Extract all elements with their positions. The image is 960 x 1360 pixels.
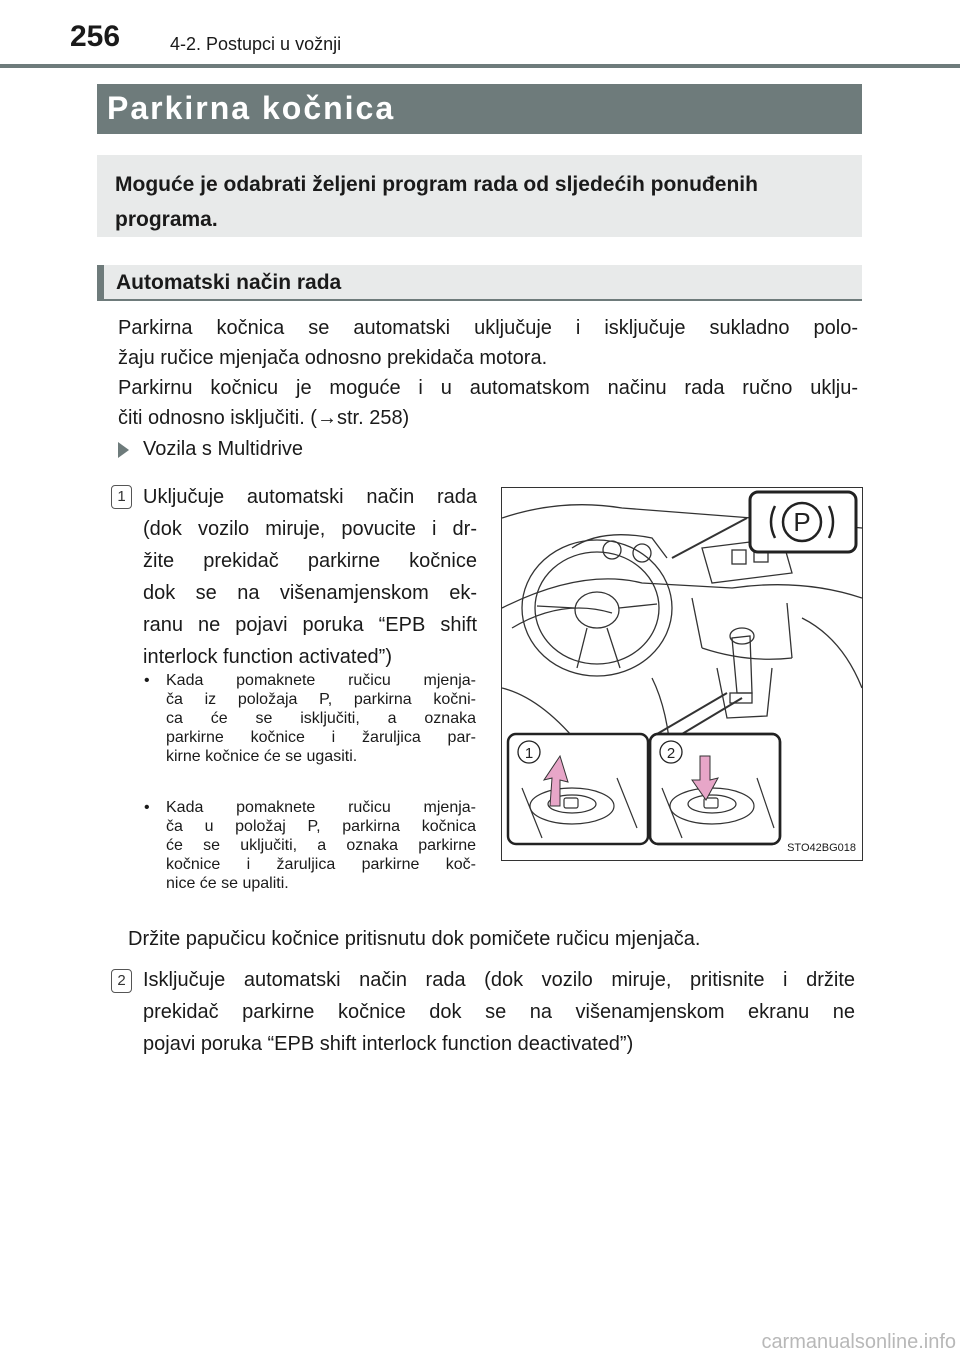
paragraph-line: čiti odnosno isključiti. (→str. 258) (118, 407, 410, 429)
bullet-dot-icon: • (144, 672, 150, 689)
vehicle-note: Vozila s Multidrive (143, 438, 304, 460)
svg-text:1: 1 (524, 745, 534, 762)
sub-line: nice će se upaliti. (166, 875, 289, 892)
chapter-title: 4-2. Postupci u vožnji (170, 34, 342, 54)
step-line: interlock function activated”) (143, 646, 393, 668)
step-line: pojavi poruka “EPB shift interlock function deactivated”) (143, 1033, 634, 1055)
watermark: carmanualsonline.info (761, 1331, 956, 1353)
sub-line: Kada pomaknete ručicu mjenja- (166, 672, 476, 689)
step-1-text (143, 481, 477, 673)
subsection-heading: Automatski način rada (97, 265, 862, 301)
sub-line: kočnice i žaruljica parkirne koč- (166, 856, 476, 873)
step-line: (dok vozilo miruje, povucite i dr- (143, 518, 477, 540)
paragraph-line: žaju ručice mjenjača odnosno prekidača motora. (118, 347, 548, 369)
sub-bullet-2 (144, 798, 476, 893)
paragraph-line: Parkirnu kočnicu je moguće i u automatskom načinu rada ručno uklju- (118, 377, 858, 399)
note-line: Držite papučicu kočnice pritisnutu dok pomičete ručicu mjenjača. (128, 928, 701, 950)
sub-line: ca će se isključiti, a oznaka (166, 710, 476, 727)
intro-paragraph (118, 313, 858, 433)
step-badge-1: 1 (111, 485, 132, 509)
cockpit-drawing (502, 488, 862, 860)
step-2-text (143, 964, 855, 1060)
step-line: prekidač parkirne kočnice dok se na višenamjenskom ekranu ne (143, 1001, 855, 1023)
step-line: dok se na višenamjenskom ek- (143, 582, 477, 604)
intro-box (97, 155, 862, 237)
intro-line: Moguće je odabrati željeni program rada od sljedećih ponuđenih (115, 173, 758, 196)
svg-text:2: 2 (666, 745, 676, 762)
sub-line: parkirne kočnice i žaruljica par- (166, 729, 476, 746)
sub-line: kirne kočnice će se ugasiti. (166, 748, 358, 765)
parking-brake-illustration (501, 487, 863, 861)
sub-line: ča iz položaja P, parkirna kočni- (166, 691, 476, 708)
callout-symbol: P (793, 507, 811, 537)
page-number: 256 (70, 20, 121, 53)
sub-bullet-1 (144, 671, 476, 766)
step-line: žite prekidač parkirne kočnice (143, 550, 477, 572)
sub-line: Kada pomaknete ručicu mjenja- (166, 799, 476, 816)
paragraph-line: Parkirna kočnica se automatski uključuje i isključuje sukladno polo- (118, 317, 858, 339)
sub-line: ča u položaj P, parkirna kočnica (166, 818, 476, 835)
step-line: ranu ne pojavi poruka “EPB shift (143, 614, 477, 636)
step-line: Uključuje automatski način rada (143, 486, 477, 508)
step-badge-2: 2 (111, 969, 132, 993)
figure-code: STO42BG018 (787, 842, 856, 854)
bullet-dot-icon: • (144, 799, 150, 816)
step-line: Isključuje automatski način rada (dok vozilo miruje, pritisnite i držite (143, 969, 855, 991)
sub-line: će se uključiti, a oznaka parkirne (166, 837, 476, 854)
header-rule (0, 64, 960, 68)
section-title: Parkirna kočnica (97, 84, 862, 134)
triangle-bullet-icon (118, 442, 129, 458)
intro-line: programa. (115, 208, 218, 231)
